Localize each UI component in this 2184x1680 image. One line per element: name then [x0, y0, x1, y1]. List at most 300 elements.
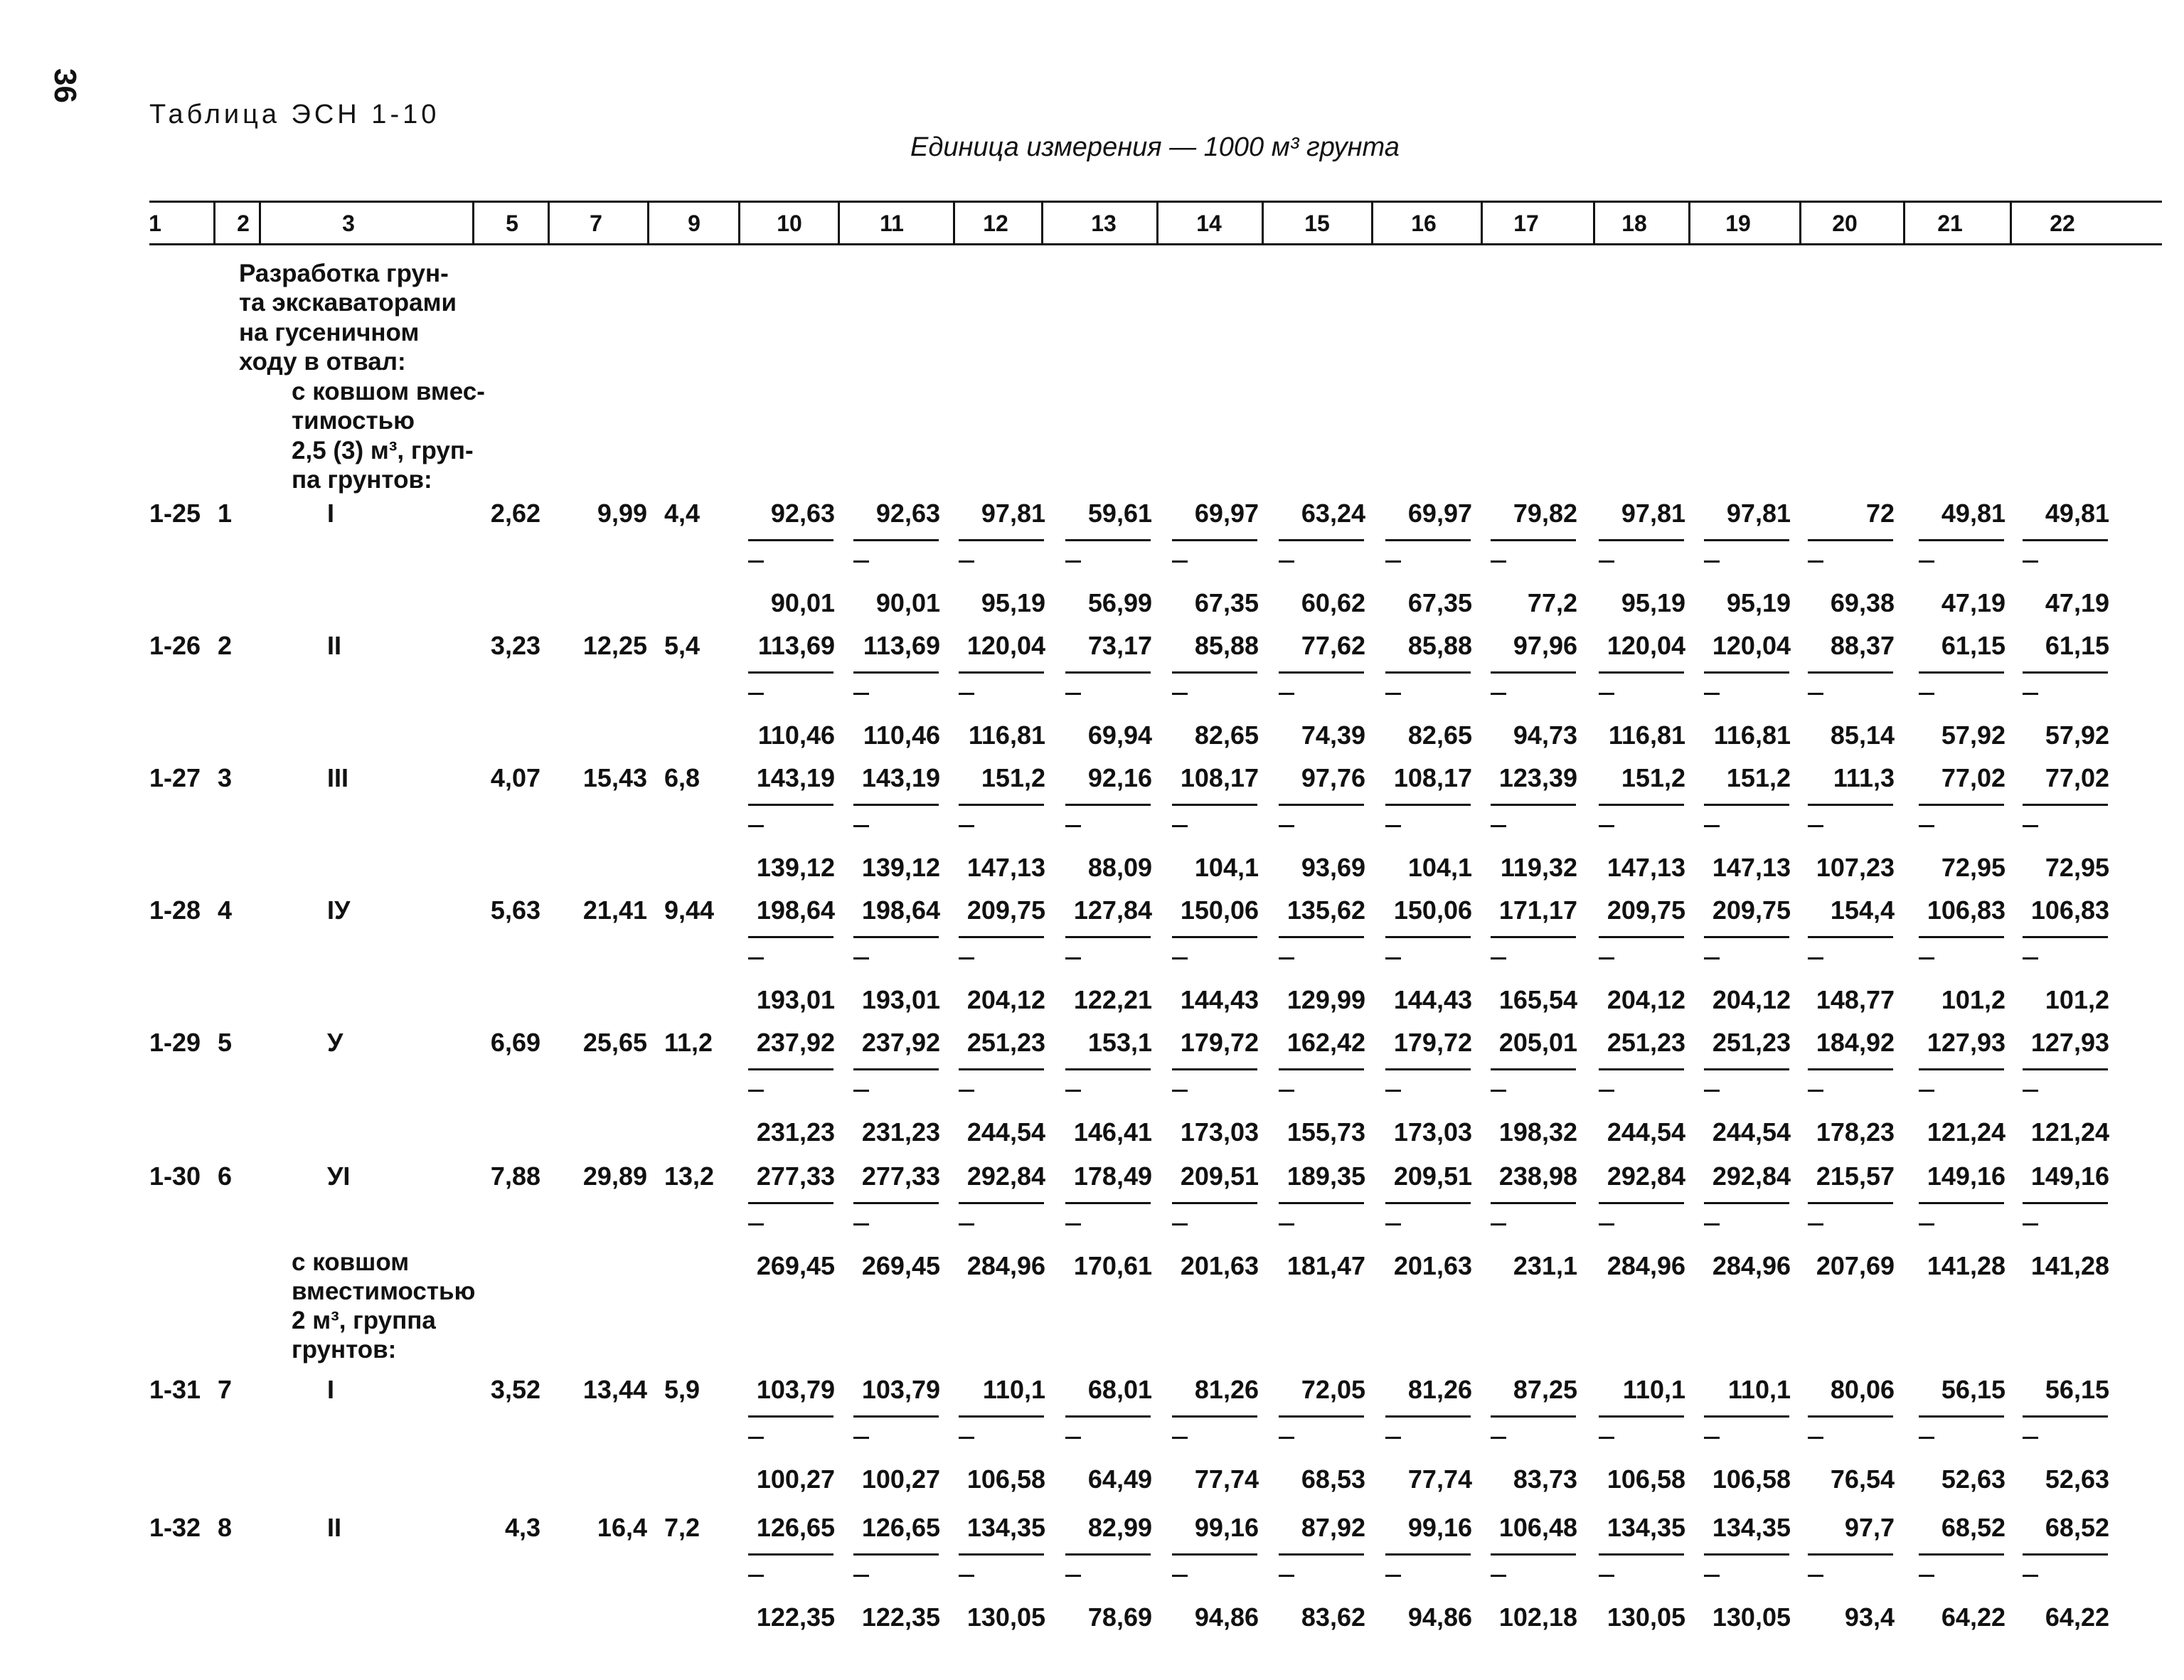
value-top: 134,35 — [966, 1513, 1045, 1542]
fraction-bar — [1599, 671, 1684, 674]
column-separator — [548, 202, 550, 243]
fraction-dash — [1704, 1437, 1720, 1439]
fraction-dash — [2023, 693, 2038, 695]
value-bottom: 193,01 — [861, 985, 940, 1014]
column-separator — [838, 202, 840, 243]
value-bottom: 201,63 — [1180, 1251, 1259, 1280]
row-number: 4 — [218, 895, 233, 925]
value-bottom: 181,47 — [1287, 1251, 1365, 1280]
fraction-bar — [853, 1415, 939, 1418]
fraction-dash — [1385, 957, 1401, 959]
row-code: 1-30 — [149, 1161, 201, 1191]
fraction-dash — [1065, 1437, 1081, 1439]
value-bottom: 110,46 — [863, 721, 940, 750]
cell-col-9: 6,8 — [664, 763, 701, 792]
value-top: 80,06 — [1830, 1375, 1895, 1404]
fraction-dash — [1808, 560, 1823, 563]
fraction-dash — [1704, 1575, 1720, 1577]
fraction-dash — [1279, 1575, 1294, 1577]
value-top: 215,57 — [1816, 1161, 1895, 1191]
column-separator — [1481, 202, 1483, 243]
fraction-bar — [1385, 1415, 1471, 1418]
fraction-dash — [1172, 693, 1188, 695]
cell-col-9: 11,2 — [664, 1028, 713, 1057]
value-bottom: 144,43 — [1180, 985, 1259, 1014]
fraction-bar — [1065, 1415, 1151, 1418]
fraction-bar — [1704, 1415, 1789, 1418]
soil-group: I — [327, 499, 335, 528]
fraction-dash — [959, 693, 974, 695]
value-bottom: 155,73 — [1287, 1117, 1365, 1147]
value-bottom: 47,19 — [1941, 588, 2005, 617]
value-bottom: 67,35 — [1407, 588, 1472, 617]
value-bottom: 269,45 — [756, 1251, 835, 1280]
fraction-dash — [1491, 1575, 1506, 1577]
cell-col-5: 2,62 — [490, 499, 540, 528]
fraction-bar — [2023, 936, 2108, 938]
value-bottom: 102,18 — [1498, 1602, 1577, 1632]
header-bottom-rule — [149, 243, 2162, 245]
fraction-bar — [1808, 1068, 1893, 1070]
fraction-dash — [748, 560, 764, 563]
fraction-bar — [1172, 1202, 1257, 1204]
value-bottom: 110,46 — [757, 721, 835, 750]
value-top: 97,76 — [1301, 763, 1365, 792]
value-top: 292,84 — [966, 1161, 1045, 1191]
fraction-bar — [1704, 1553, 1789, 1556]
value-bottom: 147,13 — [1607, 853, 1685, 882]
value-bottom: 77,2 — [1527, 588, 1577, 617]
fraction-bar — [1491, 1068, 1576, 1070]
column-header-17: 17 — [1513, 211, 1539, 236]
fraction-bar — [1385, 671, 1471, 674]
fraction-bar — [1704, 539, 1789, 541]
value-bottom: 122,35 — [756, 1602, 835, 1632]
value-bottom: 95,19 — [1726, 588, 1791, 617]
fraction-dash — [1172, 560, 1188, 563]
fraction-bar — [748, 804, 833, 806]
fraction-dash — [853, 1437, 869, 1439]
fraction-bar — [1279, 539, 1364, 541]
cell-col-7: 12,25 — [582, 631, 647, 660]
value-bottom: 104,1 — [1194, 853, 1259, 882]
fraction-bar — [853, 1202, 939, 1204]
value-bottom: 78,69 — [1087, 1602, 1152, 1632]
value-top: 68,52 — [2045, 1513, 2109, 1542]
fraction-bar — [1385, 539, 1471, 541]
fraction-dash — [1385, 1437, 1401, 1439]
value-top: 277,33 — [756, 1161, 835, 1191]
fraction-bar — [1279, 936, 1364, 938]
fraction-dash — [1599, 825, 1614, 827]
value-bottom: 170,61 — [1073, 1251, 1152, 1280]
value-bottom: 100,27 — [756, 1464, 835, 1494]
fraction-dash — [2023, 560, 2038, 563]
fraction-dash — [748, 1223, 764, 1226]
value-bottom: 119,32 — [1500, 853, 1577, 882]
fraction-bar — [1808, 804, 1893, 806]
fraction-dash — [1491, 825, 1506, 827]
soil-group: У — [327, 1028, 343, 1057]
column-header-5: 5 — [506, 211, 518, 236]
column-separator — [1041, 202, 1043, 243]
value-top: 92,16 — [1087, 763, 1152, 792]
fraction-bar — [1172, 936, 1257, 938]
fraction-dash — [1808, 957, 1823, 959]
row-code: 1-31 — [149, 1375, 201, 1404]
column-separator — [1371, 202, 1373, 243]
fraction-bar — [1808, 1202, 1893, 1204]
column-separator — [2010, 202, 2012, 243]
value-bottom: 69,38 — [1830, 588, 1895, 617]
fraction-dash — [1599, 1223, 1614, 1226]
value-bottom: 121,24 — [2030, 1117, 2109, 1147]
value-bottom: 82,65 — [1194, 721, 1259, 750]
fraction-dash — [1279, 1223, 1294, 1226]
value-top: 149,16 — [1927, 1161, 2005, 1191]
value-top: 162,42 — [1287, 1028, 1365, 1057]
fraction-bar — [1065, 1553, 1151, 1556]
fraction-bar — [748, 1553, 833, 1556]
value-top: 292,84 — [1607, 1161, 1685, 1191]
fraction-dash — [1808, 1437, 1823, 1439]
column-header-15: 15 — [1304, 211, 1330, 236]
fraction-bar — [959, 936, 1044, 938]
section-subtitle-line: грунтов: — [292, 1336, 397, 1363]
value-top: 49,81 — [2045, 499, 2109, 528]
fraction-bar — [2023, 1553, 2108, 1556]
value-top: 110,1 — [1727, 1375, 1791, 1404]
value-top: 63,24 — [1301, 499, 1365, 528]
column-separator — [1262, 202, 1264, 243]
value-bottom: 95,19 — [1621, 588, 1685, 617]
value-bottom: 56,99 — [1087, 588, 1152, 617]
row-code: 1-27 — [149, 763, 201, 792]
fraction-bar — [1599, 1415, 1684, 1418]
fraction-bar — [1491, 804, 1576, 806]
section-title-line: на гусеничном — [239, 319, 420, 346]
value-top: 143,19 — [756, 763, 835, 792]
fraction-bar — [2023, 1415, 2108, 1418]
value-top: 120,04 — [1712, 631, 1791, 660]
value-bottom: 106,58 — [1712, 1464, 1791, 1494]
value-bottom: 141,28 — [1927, 1251, 2005, 1280]
fraction-bar — [1919, 671, 2004, 674]
cell-col-7: 25,65 — [582, 1028, 647, 1057]
fraction-dash — [1172, 1223, 1188, 1226]
value-top: 150,06 — [1180, 895, 1259, 925]
fraction-dash — [2023, 1437, 2038, 1439]
fraction-bar — [853, 539, 939, 541]
value-top: 99,16 — [1194, 1513, 1259, 1542]
value-bottom: 77,74 — [1407, 1464, 1472, 1494]
column-header-22: 22 — [2050, 211, 2075, 236]
fraction-dash — [1172, 1575, 1188, 1577]
value-top: 69,97 — [1194, 499, 1259, 528]
fraction-dash — [1172, 1090, 1188, 1092]
fraction-dash — [1491, 1090, 1506, 1092]
column-header-10: 10 — [777, 211, 802, 236]
value-top: 179,72 — [1180, 1028, 1259, 1057]
value-bottom: 116,81 — [1608, 721, 1685, 750]
fraction-dash — [959, 1575, 974, 1577]
row-number: 2 — [218, 631, 233, 660]
fraction-dash — [1279, 1090, 1294, 1092]
section-subtitle-line: с ковшом — [292, 1248, 410, 1276]
cell-col-5: 6,69 — [490, 1028, 540, 1057]
fraction-bar — [959, 1553, 1044, 1556]
row-code: 1-28 — [149, 895, 201, 925]
section-subtitle-line: 2 м³, группа — [292, 1307, 436, 1334]
value-bottom: 57,92 — [1941, 721, 2005, 750]
fraction-dash — [748, 1090, 764, 1092]
cell-col-9: 7,2 — [664, 1513, 701, 1542]
column-separator — [259, 202, 261, 243]
fraction-dash — [1065, 1223, 1081, 1226]
fraction-bar — [1385, 1553, 1471, 1556]
fraction-bar — [1704, 671, 1789, 674]
value-bottom: 90,01 — [875, 588, 940, 617]
fraction-bar — [2023, 1068, 2108, 1070]
value-bottom: 94,86 — [1407, 1602, 1472, 1632]
value-bottom: 141,28 — [2030, 1251, 2109, 1280]
soil-group: IУ — [327, 895, 351, 925]
value-top: 69,97 — [1407, 499, 1472, 528]
value-top: 68,01 — [1087, 1375, 1152, 1404]
column-header-1: 1 — [149, 211, 161, 236]
soil-group: II — [327, 631, 342, 660]
fraction-dash — [1491, 1223, 1506, 1226]
fraction-dash — [748, 1437, 764, 1439]
row-code: 1-29 — [149, 1028, 201, 1057]
section-subtitle-line: вместимостью — [292, 1277, 476, 1305]
value-top: 209,75 — [1607, 895, 1685, 925]
fraction-dash — [1065, 1090, 1081, 1092]
value-top: 49,81 — [1941, 499, 2005, 528]
column-header-7: 7 — [590, 211, 602, 236]
fraction-bar — [1599, 1553, 1684, 1556]
fraction-dash — [1491, 560, 1506, 563]
value-top: 56,15 — [1941, 1375, 2005, 1404]
value-top: 277,33 — [861, 1161, 940, 1191]
value-bottom: 178,23 — [1816, 1117, 1895, 1147]
value-top: 184,92 — [1816, 1028, 1895, 1057]
cell-col-9: 9,44 — [664, 895, 715, 925]
fraction-dash — [2023, 957, 2038, 959]
soil-group: УI — [327, 1161, 351, 1191]
value-bottom: 107,23 — [1816, 853, 1895, 882]
value-bottom: 121,24 — [1927, 1117, 2005, 1147]
fraction-dash — [959, 560, 974, 563]
fraction-bar — [853, 1068, 939, 1070]
value-top: 120,04 — [1607, 631, 1685, 660]
column-separator — [213, 202, 215, 243]
column-separator — [647, 202, 649, 243]
fraction-dash — [959, 957, 974, 959]
fraction-dash — [1279, 957, 1294, 959]
fraction-bar — [1385, 1202, 1471, 1204]
fraction-dash — [1919, 560, 1934, 563]
value-bottom: 204,12 — [1712, 985, 1791, 1014]
fraction-bar — [1065, 936, 1151, 938]
cell-col-7: 16,4 — [597, 1513, 647, 1542]
fraction-bar — [959, 1202, 1044, 1204]
cell-col-5: 4,07 — [490, 763, 540, 792]
value-top: 97,81 — [1726, 499, 1791, 528]
fraction-dash — [1599, 1575, 1614, 1577]
value-bottom: 116,81 — [1713, 721, 1791, 750]
fraction-bar — [1808, 1415, 1893, 1418]
value-bottom: 147,13 — [966, 853, 1045, 882]
value-top: 209,75 — [1712, 895, 1791, 925]
fraction-dash — [1491, 693, 1506, 695]
fraction-bar — [1491, 671, 1576, 674]
value-top: 143,19 — [861, 763, 940, 792]
value-bottom: 94,73 — [1513, 721, 1577, 750]
value-top: 108,17 — [1180, 763, 1259, 792]
fraction-bar — [1919, 936, 2004, 938]
value-bottom: 198,32 — [1498, 1117, 1577, 1147]
fraction-bar — [1279, 1553, 1364, 1556]
fraction-dash — [853, 825, 869, 827]
fraction-bar — [2023, 1202, 2108, 1204]
value-bottom: 83,73 — [1513, 1464, 1577, 1494]
value-top: 99,16 — [1407, 1513, 1472, 1542]
column-header-19: 19 — [1725, 211, 1751, 236]
fraction-dash — [1808, 1575, 1823, 1577]
value-bottom: 74,39 — [1301, 721, 1365, 750]
page-number: 36 — [48, 68, 82, 103]
fraction-bar — [1065, 539, 1151, 541]
value-bottom: 47,19 — [2045, 588, 2109, 617]
cell-col-7: 9,99 — [597, 499, 647, 528]
value-top: 209,51 — [1180, 1161, 1259, 1191]
value-top: 85,88 — [1407, 631, 1472, 660]
soil-group: III — [327, 763, 349, 792]
fraction-dash — [1279, 825, 1294, 827]
fraction-dash — [1808, 1090, 1823, 1092]
fraction-bar — [748, 1202, 833, 1204]
fraction-bar — [1491, 539, 1576, 541]
fraction-dash — [1385, 560, 1401, 563]
value-top: 149,16 — [2030, 1161, 2109, 1191]
value-top: 72,05 — [1301, 1375, 1365, 1404]
value-top: 126,65 — [861, 1513, 940, 1542]
value-top: 209,51 — [1393, 1161, 1472, 1191]
value-bottom: 106,58 — [966, 1464, 1045, 1494]
value-top: 151,2 — [1726, 763, 1791, 792]
fraction-dash — [853, 957, 869, 959]
fraction-bar — [1808, 936, 1893, 938]
fraction-bar — [748, 539, 833, 541]
value-top: 97,81 — [981, 499, 1045, 528]
value-bottom: 204,12 — [966, 985, 1045, 1014]
value-bottom: 93,69 — [1301, 853, 1365, 882]
fraction-bar — [1919, 1068, 2004, 1070]
fraction-bar — [1919, 1553, 2004, 1556]
value-top: 77,02 — [1941, 763, 2005, 792]
row-number: 1 — [218, 499, 233, 528]
cell-col-5: 3,23 — [490, 631, 540, 660]
value-top: 106,48 — [1498, 1513, 1577, 1542]
value-top: 97,96 — [1513, 631, 1577, 660]
section-subtitle-line: тимостью — [292, 407, 415, 435]
fraction-bar — [1385, 936, 1471, 938]
value-bottom: 83,62 — [1301, 1602, 1365, 1632]
fraction-bar — [1919, 539, 2004, 541]
cell-col-5: 3,52 — [490, 1375, 540, 1404]
value-top: 251,23 — [1712, 1028, 1791, 1057]
fraction-bar — [959, 804, 1044, 806]
fraction-dash — [1919, 957, 1934, 959]
fraction-bar — [748, 671, 833, 674]
fraction-dash — [2023, 1223, 2038, 1226]
fraction-dash — [1385, 1575, 1401, 1577]
value-bottom: 204,12 — [1607, 985, 1685, 1014]
value-bottom: 146,41 — [1073, 1117, 1152, 1147]
value-bottom: 67,35 — [1194, 588, 1259, 617]
value-bottom: 130,05 — [1712, 1602, 1791, 1632]
value-top: 81,26 — [1194, 1375, 1259, 1404]
soil-group: II — [327, 1513, 342, 1542]
fraction-dash — [1808, 1223, 1823, 1226]
fraction-dash — [853, 693, 869, 695]
fraction-dash — [1599, 560, 1614, 563]
value-top: 127,84 — [1073, 895, 1152, 925]
fraction-bar — [1704, 1202, 1789, 1204]
value-top: 77,02 — [2045, 763, 2109, 792]
value-top: 251,23 — [1607, 1028, 1685, 1057]
fraction-dash — [959, 1090, 974, 1092]
value-bottom: 193,01 — [756, 985, 835, 1014]
value-top: 127,93 — [1927, 1028, 2005, 1057]
value-bottom: 90,01 — [770, 588, 835, 617]
value-top: 113,69 — [863, 631, 940, 660]
value-top: 87,25 — [1513, 1375, 1577, 1404]
value-bottom: 85,14 — [1830, 721, 1895, 750]
fraction-dash — [959, 825, 974, 827]
value-bottom: 139,12 — [861, 853, 940, 882]
fraction-dash — [748, 1575, 764, 1577]
value-top: 59,61 — [1087, 499, 1152, 528]
fraction-dash — [1599, 1437, 1614, 1439]
value-bottom: 244,54 — [1712, 1117, 1791, 1147]
value-top: 72 — [1865, 499, 1895, 528]
value-bottom: 69,94 — [1087, 721, 1152, 750]
row-code: 1-32 — [149, 1513, 201, 1542]
fraction-dash — [2023, 825, 2038, 827]
value-top: 61,15 — [1941, 631, 2005, 660]
fraction-bar — [2023, 539, 2108, 541]
value-top: 251,23 — [966, 1028, 1045, 1057]
fraction-dash — [959, 1223, 974, 1226]
value-bottom: 101,2 — [2045, 985, 2109, 1014]
value-top: 123,39 — [1498, 763, 1577, 792]
fraction-dash — [853, 1223, 869, 1226]
fraction-bar — [1279, 1202, 1364, 1204]
fraction-dash — [1599, 693, 1614, 695]
row-number: 5 — [218, 1028, 233, 1057]
fraction-bar — [1491, 1415, 1576, 1418]
value-top: 87,92 — [1301, 1513, 1365, 1542]
section-title-line: Разработка грун- — [239, 260, 449, 287]
row-number: 3 — [218, 763, 233, 792]
unit-of-measure: Единица измерения — 1000 м³ грунта — [910, 132, 1400, 162]
value-bottom: 77,74 — [1194, 1464, 1259, 1494]
value-top: 77,62 — [1301, 631, 1365, 660]
fraction-bar — [1065, 671, 1151, 674]
column-header-3: 3 — [342, 211, 355, 236]
